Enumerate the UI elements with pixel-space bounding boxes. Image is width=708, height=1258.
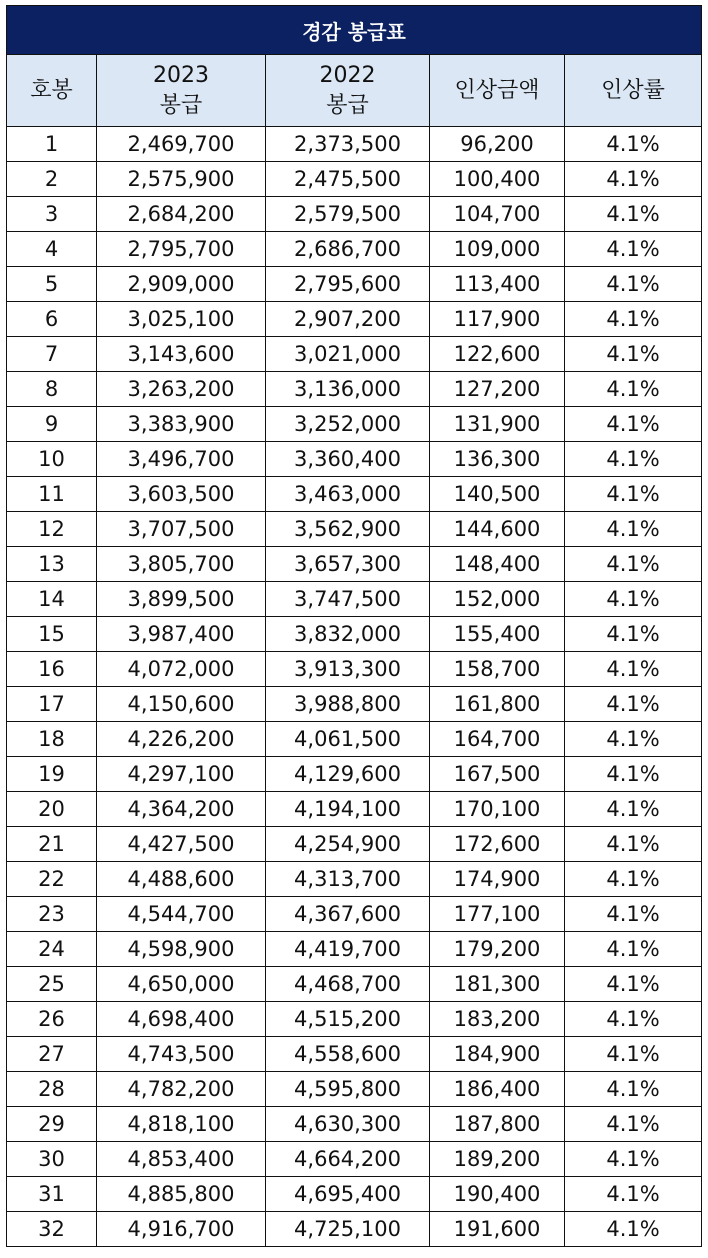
table-row	[7, 722, 702, 757]
salary-2022-cell: 4,468,700	[266, 967, 430, 1002]
salary-table-container	[6, 5, 701, 1247]
increase-amount-cell: 190,400	[430, 1177, 565, 1212]
salary-2022-cell: 2,579,500	[266, 197, 430, 232]
grade-cell: 18	[7, 722, 97, 757]
increase-rate-cell: 4.1%	[565, 862, 702, 897]
increase-amount-cell: 104,700	[430, 197, 565, 232]
table-row	[7, 372, 702, 407]
increase-amount-cell: 148,400	[430, 547, 565, 582]
grade-cell: 21	[7, 827, 97, 862]
salary-2022-cell: 4,254,900	[266, 827, 430, 862]
header-row	[7, 55, 702, 127]
salary-2022-cell: 4,419,700	[266, 932, 430, 967]
increase-rate-cell: 4.1%	[565, 617, 702, 652]
header-increase-amount: 인상금액	[430, 55, 565, 127]
table-title: 경감 봉급표	[7, 6, 702, 55]
increase-rate-cell: 4.1%	[565, 232, 702, 267]
increase-amount-cell: 172,600	[430, 827, 565, 862]
header-2022-label: 봉급	[326, 92, 369, 118]
salary-2022-cell: 2,907,200	[266, 302, 430, 337]
salary-2022-cell: 2,686,700	[266, 232, 430, 267]
grade-cell: 17	[7, 687, 97, 722]
table-row	[7, 337, 702, 372]
salary-2023-cell: 3,603,500	[97, 477, 266, 512]
increase-rate-cell: 4.1%	[565, 1072, 702, 1107]
salary-2022-cell: 4,558,600	[266, 1037, 430, 1072]
salary-2022-cell: 4,595,800	[266, 1072, 430, 1107]
salary-2022-cell: 3,832,000	[266, 617, 430, 652]
salary-2022-cell: 3,252,000	[266, 407, 430, 442]
increase-rate-cell: 4.1%	[565, 1142, 702, 1177]
increase-rate-cell: 4.1%	[565, 757, 702, 792]
salary-2023-cell: 4,226,200	[97, 722, 266, 757]
salary-2022-cell: 2,795,600	[266, 267, 430, 302]
table-row	[7, 1177, 702, 1212]
table-body	[7, 127, 702, 1247]
increase-rate-cell: 4.1%	[565, 372, 702, 407]
table-row	[7, 267, 702, 302]
salary-2023-cell: 4,544,700	[97, 897, 266, 932]
table-row	[7, 232, 702, 267]
increase-rate-cell: 4.1%	[565, 687, 702, 722]
grade-cell: 4	[7, 232, 97, 267]
salary-2023-cell: 4,698,400	[97, 1002, 266, 1037]
grade-cell: 2	[7, 162, 97, 197]
grade-cell: 15	[7, 617, 97, 652]
salary-2022-cell: 4,061,500	[266, 722, 430, 757]
header-2022-year: 2022	[319, 62, 376, 88]
header-2023-year: 2023	[153, 62, 209, 88]
table-row	[7, 862, 702, 897]
salary-2023-cell: 2,575,900	[97, 162, 266, 197]
table-row	[7, 687, 702, 722]
increase-rate-cell: 4.1%	[565, 337, 702, 372]
salary-2022-cell: 3,360,400	[266, 442, 430, 477]
salary-2023-cell: 3,025,100	[97, 302, 266, 337]
salary-2023-cell: 2,684,200	[97, 197, 266, 232]
grade-cell: 22	[7, 862, 97, 897]
increase-rate-cell: 4.1%	[565, 1002, 702, 1037]
increase-rate-cell: 4.1%	[565, 127, 702, 162]
table-row	[7, 407, 702, 442]
salary-2023-cell: 4,598,900	[97, 932, 266, 967]
grade-cell: 10	[7, 442, 97, 477]
increase-amount-cell: 127,200	[430, 372, 565, 407]
salary-2023-cell: 3,987,400	[97, 617, 266, 652]
salary-2022-cell: 3,747,500	[266, 582, 430, 617]
salary-2022-cell: 2,373,500	[266, 127, 430, 162]
increase-rate-cell: 4.1%	[565, 932, 702, 967]
salary-2023-cell: 4,916,700	[97, 1212, 266, 1247]
increase-amount-cell: 170,100	[430, 792, 565, 827]
table-row	[7, 162, 702, 197]
increase-rate-cell: 4.1%	[565, 547, 702, 582]
increase-amount-cell: 184,900	[430, 1037, 565, 1072]
increase-amount-cell: 189,200	[430, 1142, 565, 1177]
grade-cell: 6	[7, 302, 97, 337]
increase-amount-cell: 152,000	[430, 582, 565, 617]
table-row	[7, 1142, 702, 1177]
increase-rate-cell: 4.1%	[565, 267, 702, 302]
increase-amount-cell: 177,100	[430, 897, 565, 932]
salary-2022-cell: 4,695,400	[266, 1177, 430, 1212]
salary-2022-cell: 3,136,000	[266, 372, 430, 407]
salary-2022-cell: 3,657,300	[266, 547, 430, 582]
grade-cell: 25	[7, 967, 97, 1002]
header-2023-label: 봉급	[159, 92, 203, 118]
increase-rate-cell: 4.1%	[565, 1177, 702, 1212]
increase-amount-cell: 179,200	[430, 932, 565, 967]
increase-rate-cell: 4.1%	[565, 407, 702, 442]
salary-2022-cell: 4,515,200	[266, 1002, 430, 1037]
increase-rate-cell: 4.1%	[565, 827, 702, 862]
increase-amount-cell: 140,500	[430, 477, 565, 512]
grade-cell: 30	[7, 1142, 97, 1177]
increase-rate-cell: 4.1%	[565, 792, 702, 827]
grade-cell: 27	[7, 1037, 97, 1072]
increase-amount-cell: 164,700	[430, 722, 565, 757]
salary-2023-cell: 4,782,200	[97, 1072, 266, 1107]
grade-cell: 11	[7, 477, 97, 512]
header-2023-salary	[97, 55, 266, 127]
table-row	[7, 197, 702, 232]
salary-2023-cell: 4,650,000	[97, 967, 266, 1002]
salary-2023-cell: 4,818,100	[97, 1107, 266, 1142]
table-row	[7, 442, 702, 477]
table-row	[7, 652, 702, 687]
increase-rate-cell: 4.1%	[565, 162, 702, 197]
grade-cell: 28	[7, 1072, 97, 1107]
salary-2023-cell: 3,143,600	[97, 337, 266, 372]
salary-2023-cell: 4,743,500	[97, 1037, 266, 1072]
increase-rate-cell: 4.1%	[565, 582, 702, 617]
increase-rate-cell: 4.1%	[565, 722, 702, 757]
increase-amount-cell: 131,900	[430, 407, 565, 442]
salary-2022-cell: 2,475,500	[266, 162, 430, 197]
increase-amount-cell: 174,900	[430, 862, 565, 897]
table-row	[7, 477, 702, 512]
increase-amount-cell: 167,500	[430, 757, 565, 792]
salary-2022-cell: 3,463,000	[266, 477, 430, 512]
table-row	[7, 512, 702, 547]
table-row	[7, 547, 702, 582]
salary-2023-cell: 4,072,000	[97, 652, 266, 687]
header-increase-rate: 인상률	[565, 55, 702, 127]
grade-cell: 14	[7, 582, 97, 617]
salary-2023-cell: 4,364,200	[97, 792, 266, 827]
increase-rate-cell: 4.1%	[565, 302, 702, 337]
grade-cell: 13	[7, 547, 97, 582]
salary-2023-cell: 4,297,100	[97, 757, 266, 792]
salary-2022-cell: 3,021,000	[266, 337, 430, 372]
increase-amount-cell: 186,400	[430, 1072, 565, 1107]
grade-cell: 23	[7, 897, 97, 932]
salary-2023-cell: 2,795,700	[97, 232, 266, 267]
increase-amount-cell: 96,200	[430, 127, 565, 162]
increase-amount-cell: 158,700	[430, 652, 565, 687]
salary-2023-cell: 4,885,800	[97, 1177, 266, 1212]
grade-cell: 19	[7, 757, 97, 792]
table-row	[7, 757, 702, 792]
salary-2023-cell: 3,263,200	[97, 372, 266, 407]
increase-amount-cell: 113,400	[430, 267, 565, 302]
table-row	[7, 967, 702, 1002]
title-row	[7, 6, 702, 55]
increase-amount-cell: 155,400	[430, 617, 565, 652]
grade-cell: 32	[7, 1212, 97, 1247]
increase-amount-cell: 187,800	[430, 1107, 565, 1142]
salary-2023-cell: 3,383,900	[97, 407, 266, 442]
salary-2022-cell: 3,562,900	[266, 512, 430, 547]
increase-amount-cell: 181,300	[430, 967, 565, 1002]
grade-cell: 29	[7, 1107, 97, 1142]
salary-2023-cell: 4,853,400	[97, 1142, 266, 1177]
grade-cell: 8	[7, 372, 97, 407]
grade-cell: 5	[7, 267, 97, 302]
table-row	[7, 302, 702, 337]
grade-cell: 7	[7, 337, 97, 372]
salary-2023-cell: 3,496,700	[97, 442, 266, 477]
increase-amount-cell: 117,900	[430, 302, 565, 337]
increase-amount-cell: 100,400	[430, 162, 565, 197]
table-row	[7, 582, 702, 617]
increase-rate-cell: 4.1%	[565, 512, 702, 547]
table-row	[7, 897, 702, 932]
table-row	[7, 827, 702, 862]
salary-2022-cell: 3,913,300	[266, 652, 430, 687]
salary-2022-cell: 4,725,100	[266, 1212, 430, 1247]
grade-cell: 1	[7, 127, 97, 162]
increase-amount-cell: 109,000	[430, 232, 565, 267]
increase-amount-cell: 122,600	[430, 337, 565, 372]
table-row	[7, 1002, 702, 1037]
increase-rate-cell: 4.1%	[565, 1037, 702, 1072]
salary-2022-cell: 4,367,600	[266, 897, 430, 932]
increase-amount-cell: 144,600	[430, 512, 565, 547]
table-row	[7, 1212, 702, 1247]
increase-rate-cell: 4.1%	[565, 1212, 702, 1247]
increase-rate-cell: 4.1%	[565, 442, 702, 477]
salary-2023-cell: 3,805,700	[97, 547, 266, 582]
increase-rate-cell: 4.1%	[565, 197, 702, 232]
increase-rate-cell: 4.1%	[565, 1107, 702, 1142]
salary-2022-cell: 4,313,700	[266, 862, 430, 897]
salary-2022-cell: 4,630,300	[266, 1107, 430, 1142]
table-row	[7, 617, 702, 652]
header-2022-salary	[266, 55, 430, 127]
table-row	[7, 127, 702, 162]
salary-2022-cell: 4,129,600	[266, 757, 430, 792]
increase-rate-cell: 4.1%	[565, 477, 702, 512]
table-row	[7, 1037, 702, 1072]
grade-cell: 16	[7, 652, 97, 687]
salary-2022-cell: 3,988,800	[266, 687, 430, 722]
grade-cell: 24	[7, 932, 97, 967]
grade-cell: 26	[7, 1002, 97, 1037]
table-row	[7, 1107, 702, 1142]
increase-rate-cell: 4.1%	[565, 967, 702, 1002]
header-grade: 호봉	[7, 55, 97, 127]
increase-amount-cell: 136,300	[430, 442, 565, 477]
increase-amount-cell: 191,600	[430, 1212, 565, 1247]
grade-cell: 9	[7, 407, 97, 442]
salary-2023-cell: 4,488,600	[97, 862, 266, 897]
salary-2023-cell: 4,150,600	[97, 687, 266, 722]
grade-cell: 3	[7, 197, 97, 232]
increase-amount-cell: 183,200	[430, 1002, 565, 1037]
salary-2022-cell: 4,664,200	[266, 1142, 430, 1177]
table-row	[7, 932, 702, 967]
table-row	[7, 1072, 702, 1107]
grade-cell: 20	[7, 792, 97, 827]
salary-2022-cell: 4,194,100	[266, 792, 430, 827]
salary-2023-cell: 2,469,700	[97, 127, 266, 162]
grade-cell: 31	[7, 1177, 97, 1212]
increase-rate-cell: 4.1%	[565, 897, 702, 932]
salary-2023-cell: 2,909,000	[97, 267, 266, 302]
table-row	[7, 792, 702, 827]
salary-2023-cell: 3,707,500	[97, 512, 266, 547]
increase-rate-cell: 4.1%	[565, 652, 702, 687]
grade-cell: 12	[7, 512, 97, 547]
increase-amount-cell: 161,800	[430, 687, 565, 722]
salary-2023-cell: 3,899,500	[97, 582, 266, 617]
salary-table	[6, 5, 702, 1247]
salary-2023-cell: 4,427,500	[97, 827, 266, 862]
